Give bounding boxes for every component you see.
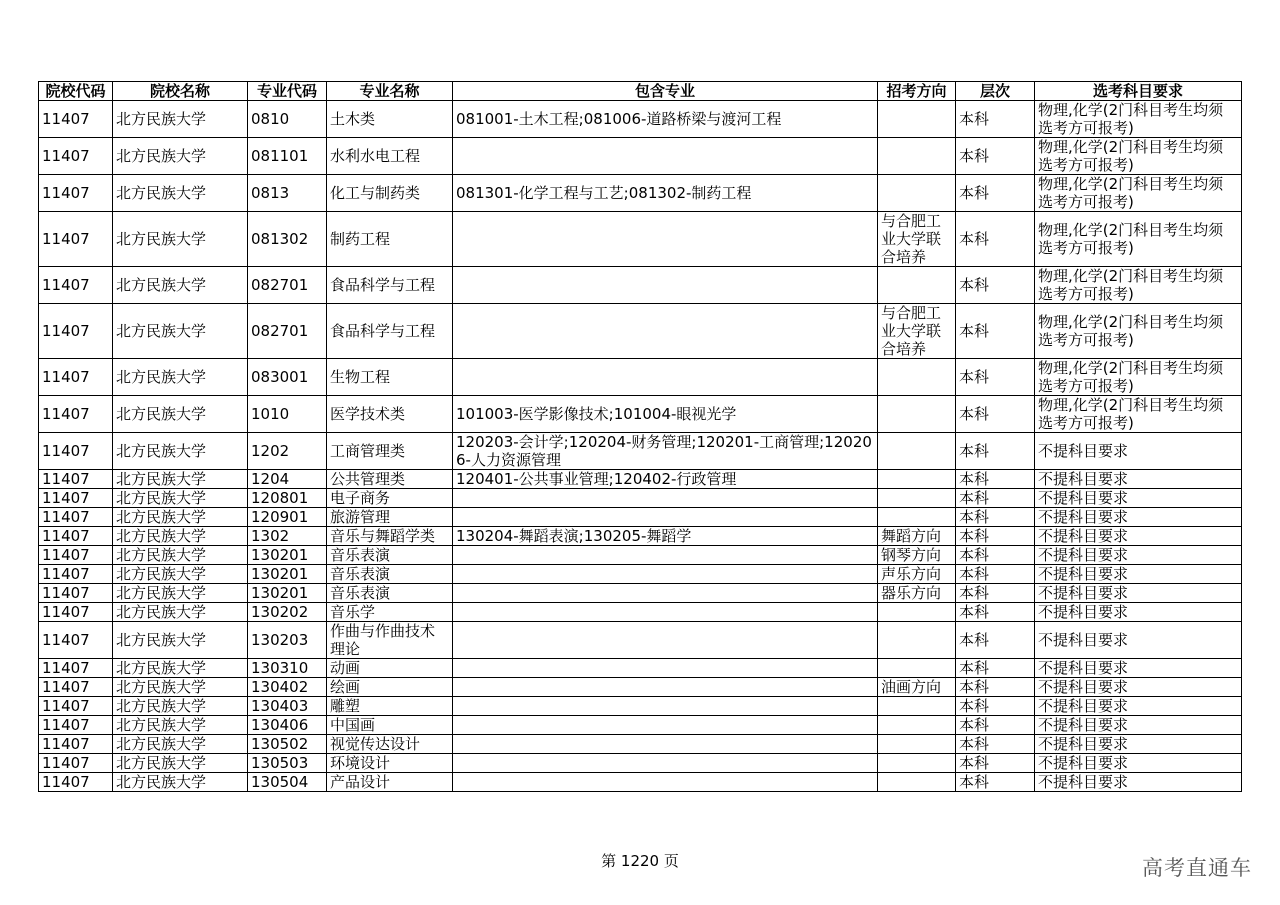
direction-cell [878,396,956,433]
school-name-cell: 北方民族大学 [113,470,248,489]
major-code-cell: 1204 [248,470,327,489]
major-code-cell: 130201 [248,565,327,584]
major-code-cell: 0813 [248,175,327,212]
header-row [39,82,1242,101]
level-cell: 本科 [956,584,1035,603]
school-code-cell: 11407 [39,267,113,304]
included-majors-cell [453,489,878,508]
included-majors-cell [453,212,878,267]
direction-cell: 油画方向 [878,678,956,697]
school-code-cell: 11407 [39,716,113,735]
col-header-major-code: 专业代码 [248,82,327,101]
school-code-cell: 11407 [39,138,113,175]
school-code-cell: 11407 [39,470,113,489]
level-cell: 本科 [956,735,1035,754]
subject-requirement-cell: 物理,化学(2门科目考生均须选考方可报考) [1035,138,1242,175]
major-name-cell: 环境设计 [327,754,453,773]
table-row [39,212,1242,267]
direction-cell [878,773,956,792]
subject-requirement-cell: 不提科目要求 [1035,622,1242,659]
school-name-cell: 北方民族大学 [113,175,248,212]
subject-requirement-cell: 不提科目要求 [1035,433,1242,470]
subject-requirement-cell: 不提科目要求 [1035,697,1242,716]
major-name-cell: 电子商务 [327,489,453,508]
direction-cell [878,697,956,716]
school-name-cell: 北方民族大学 [113,603,248,622]
school-name-cell: 北方民族大学 [113,697,248,716]
major-name-cell: 中国画 [327,716,453,735]
table-row [39,754,1242,773]
level-cell: 本科 [956,304,1035,359]
school-code-cell: 11407 [39,565,113,584]
major-code-cell: 120801 [248,489,327,508]
level-cell: 本科 [956,267,1035,304]
col-header-major-name: 专业名称 [327,82,453,101]
major-name-cell: 绘画 [327,678,453,697]
direction-cell: 与合肥工业大学联合培养 [878,212,956,267]
major-code-cell: 0810 [248,101,327,138]
included-majors-cell [453,138,878,175]
direction-cell [878,735,956,754]
school-code-cell: 11407 [39,433,113,470]
direction-cell [878,716,956,735]
table-row [39,138,1242,175]
level-cell: 本科 [956,101,1035,138]
table-row [39,584,1242,603]
direction-cell [878,754,956,773]
subject-requirement-cell: 不提科目要求 [1035,489,1242,508]
table-row [39,546,1242,565]
major-name-cell: 工商管理类 [327,433,453,470]
table-row [39,735,1242,754]
table-row [39,773,1242,792]
direction-cell [878,267,956,304]
major-code-cell: 083001 [248,359,327,396]
major-name-cell: 音乐学 [327,603,453,622]
subject-requirement-cell: 不提科目要求 [1035,546,1242,565]
table-row [39,304,1242,359]
included-majors-cell [453,659,878,678]
included-majors-cell [453,754,878,773]
school-code-cell: 11407 [39,175,113,212]
col-header-school-code: 院校代码 [39,82,113,101]
major-name-cell: 食品科学与工程 [327,267,453,304]
subject-requirement-cell: 物理,化学(2门科目考生均须选考方可报考) [1035,359,1242,396]
major-code-cell: 1202 [248,433,327,470]
major-code-cell: 082701 [248,304,327,359]
level-cell: 本科 [956,754,1035,773]
school-name-cell: 北方民族大学 [113,304,248,359]
school-name-cell: 北方民族大学 [113,359,248,396]
school-code-cell: 11407 [39,359,113,396]
school-code-cell: 11407 [39,659,113,678]
major-code-cell: 081101 [248,138,327,175]
included-majors-cell: 081001-土木工程;081006-道路桥梁与渡河工程 [453,101,878,138]
school-name-cell: 北方民族大学 [113,267,248,304]
table-row [39,470,1242,489]
direction-cell: 舞蹈方向 [878,527,956,546]
subject-requirement-cell: 不提科目要求 [1035,470,1242,489]
major-code-cell: 130202 [248,603,327,622]
direction-cell [878,101,956,138]
school-code-cell: 11407 [39,546,113,565]
school-code-cell: 11407 [39,622,113,659]
level-cell: 本科 [956,773,1035,792]
included-majors-cell [453,546,878,565]
major-name-cell: 音乐表演 [327,584,453,603]
level-cell: 本科 [956,489,1035,508]
table-row [39,697,1242,716]
major-name-cell: 产品设计 [327,773,453,792]
direction-cell [878,622,956,659]
major-code-cell: 130403 [248,697,327,716]
school-code-cell: 11407 [39,603,113,622]
major-code-cell: 130201 [248,546,327,565]
included-majors-cell [453,267,878,304]
direction-cell [878,175,956,212]
school-name-cell: 北方民族大学 [113,735,248,754]
subject-requirement-cell: 物理,化学(2门科目考生均须选考方可报考) [1035,267,1242,304]
table-row [39,396,1242,433]
major-name-cell: 音乐与舞蹈学类 [327,527,453,546]
school-name-cell: 北方民族大学 [113,489,248,508]
subject-requirement-cell: 不提科目要求 [1035,678,1242,697]
subject-requirement-cell: 物理,化学(2门科目考生均须选考方可报考) [1035,396,1242,433]
included-majors-cell [453,678,878,697]
included-majors-cell [453,622,878,659]
level-cell: 本科 [956,527,1035,546]
school-code-cell: 11407 [39,697,113,716]
school-name-cell: 北方民族大学 [113,433,248,470]
school-name-cell: 北方民族大学 [113,396,248,433]
table-row [39,678,1242,697]
table-row [39,565,1242,584]
major-name-cell: 制药工程 [327,212,453,267]
major-code-cell: 082701 [248,267,327,304]
table-row [39,359,1242,396]
major-code-cell: 130504 [248,773,327,792]
major-code-cell: 130203 [248,622,327,659]
major-name-cell: 土木类 [327,101,453,138]
subject-requirement-cell: 物理,化学(2门科目考生均须选考方可报考) [1035,212,1242,267]
col-header-school-name: 院校名称 [113,82,248,101]
major-name-cell: 公共管理类 [327,470,453,489]
subject-requirement-cell: 不提科目要求 [1035,735,1242,754]
direction-cell [878,508,956,527]
school-name-cell: 北方民族大学 [113,584,248,603]
direction-cell [878,659,956,678]
table-row [39,508,1242,527]
direction-cell: 声乐方向 [878,565,956,584]
subject-requirement-cell: 不提科目要求 [1035,754,1242,773]
direction-cell: 钢琴方向 [878,546,956,565]
major-code-cell: 081302 [248,212,327,267]
col-header-subject-requirement: 选考科目要求 [1035,82,1242,101]
school-name-cell: 北方民族大学 [113,527,248,546]
included-majors-cell [453,716,878,735]
school-code-cell: 11407 [39,773,113,792]
table-row [39,527,1242,546]
major-code-cell: 130502 [248,735,327,754]
major-name-cell: 动画 [327,659,453,678]
major-name-cell: 旅游管理 [327,508,453,527]
major-name-cell: 音乐表演 [327,546,453,565]
direction-cell [878,433,956,470]
major-code-cell: 130406 [248,716,327,735]
level-cell: 本科 [956,659,1035,678]
table-body [39,101,1242,792]
included-majors-cell [453,565,878,584]
school-code-cell: 11407 [39,678,113,697]
school-name-cell: 北方民族大学 [113,622,248,659]
major-name-cell: 作曲与作曲技术理论 [327,622,453,659]
included-majors-cell [453,773,878,792]
included-majors-cell: 081301-化学工程与工艺;081302-制药工程 [453,175,878,212]
direction-cell [878,138,956,175]
major-name-cell: 食品科学与工程 [327,304,453,359]
school-code-cell: 11407 [39,396,113,433]
table-row [39,716,1242,735]
school-code-cell: 11407 [39,527,113,546]
level-cell: 本科 [956,716,1035,735]
major-code-cell: 130310 [248,659,327,678]
subject-requirement-cell: 物理,化学(2门科目考生均须选考方可报考) [1035,175,1242,212]
major-name-cell: 医学技术类 [327,396,453,433]
admission-requirements-table [38,81,1242,792]
subject-requirement-cell: 物理,化学(2门科目考生均须选考方可报考) [1035,101,1242,138]
subject-requirement-cell: 不提科目要求 [1035,603,1242,622]
subject-requirement-cell: 物理,化学(2门科目考生均须选考方可报考) [1035,304,1242,359]
major-name-cell: 音乐表演 [327,565,453,584]
watermark-logo-text: 高考直通车 [1142,856,1252,880]
direction-cell: 与合肥工业大学联合培养 [878,304,956,359]
included-majors-cell: 130204-舞蹈表演;130205-舞蹈学 [453,527,878,546]
level-cell: 本科 [956,138,1035,175]
major-code-cell: 130402 [248,678,327,697]
subject-requirement-cell: 不提科目要求 [1035,527,1242,546]
school-code-cell: 11407 [39,754,113,773]
school-name-cell: 北方民族大学 [113,773,248,792]
school-code-cell: 11407 [39,508,113,527]
level-cell: 本科 [956,470,1035,489]
school-code-cell: 11407 [39,735,113,754]
school-code-cell: 11407 [39,101,113,138]
level-cell: 本科 [956,565,1035,584]
level-cell: 本科 [956,396,1035,433]
level-cell: 本科 [956,433,1035,470]
table-row [39,622,1242,659]
direction-cell [878,359,956,396]
table-row [39,101,1242,138]
included-majors-cell [453,304,878,359]
level-cell: 本科 [956,622,1035,659]
subject-requirement-cell: 不提科目要求 [1035,716,1242,735]
school-name-cell: 北方民族大学 [113,659,248,678]
table-row [39,267,1242,304]
level-cell: 本科 [956,603,1035,622]
major-name-cell: 水利水电工程 [327,138,453,175]
table-row [39,175,1242,212]
school-name-cell: 北方民族大学 [113,754,248,773]
school-name-cell: 北方民族大学 [113,565,248,584]
col-header-included-majors: 包含专业 [453,82,878,101]
major-name-cell: 生物工程 [327,359,453,396]
school-name-cell: 北方民族大学 [113,101,248,138]
included-majors-cell [453,697,878,716]
school-code-cell: 11407 [39,489,113,508]
school-code-cell: 11407 [39,212,113,267]
level-cell: 本科 [956,359,1035,396]
level-cell: 本科 [956,508,1035,527]
included-majors-cell [453,359,878,396]
direction-cell [878,470,956,489]
table-row [39,433,1242,470]
included-majors-cell: 120401-公共事业管理;120402-行政管理 [453,470,878,489]
level-cell: 本科 [956,678,1035,697]
included-majors-cell [453,584,878,603]
included-majors-cell [453,603,878,622]
table-row [39,603,1242,622]
col-header-level: 层次 [956,82,1035,101]
level-cell: 本科 [956,212,1035,267]
major-code-cell: 120901 [248,508,327,527]
subject-requirement-cell: 不提科目要求 [1035,659,1242,678]
school-name-cell: 北方民族大学 [113,508,248,527]
included-majors-cell [453,735,878,754]
school-name-cell: 北方民族大学 [113,716,248,735]
table-row [39,659,1242,678]
school-code-cell: 11407 [39,304,113,359]
subject-requirement-cell: 不提科目要求 [1035,584,1242,603]
table-row [39,489,1242,508]
major-code-cell: 1302 [248,527,327,546]
direction-cell [878,489,956,508]
included-majors-cell [453,508,878,527]
page-number: 第 1220 页 [601,852,679,870]
included-majors-cell: 120203-会计学;120204-财务管理;120201-工商管理;120206-人力资源管理 [453,433,878,470]
level-cell: 本科 [956,175,1035,212]
subject-requirement-cell: 不提科目要求 [1035,508,1242,527]
school-name-cell: 北方民族大学 [113,212,248,267]
major-code-cell: 130201 [248,584,327,603]
school-name-cell: 北方民族大学 [113,546,248,565]
major-code-cell: 1010 [248,396,327,433]
col-header-direction: 招考方向 [878,82,956,101]
level-cell: 本科 [956,546,1035,565]
school-name-cell: 北方民族大学 [113,678,248,697]
direction-cell: 器乐方向 [878,584,956,603]
major-name-cell: 雕塑 [327,697,453,716]
major-code-cell: 130503 [248,754,327,773]
direction-cell [878,603,956,622]
major-name-cell: 视觉传达设计 [327,735,453,754]
school-code-cell: 11407 [39,584,113,603]
subject-requirement-cell: 不提科目要求 [1035,773,1242,792]
subject-requirement-cell: 不提科目要求 [1035,565,1242,584]
major-name-cell: 化工与制药类 [327,175,453,212]
included-majors-cell: 101003-医学影像技术;101004-眼视光学 [453,396,878,433]
school-name-cell: 北方民族大学 [113,138,248,175]
level-cell: 本科 [956,697,1035,716]
